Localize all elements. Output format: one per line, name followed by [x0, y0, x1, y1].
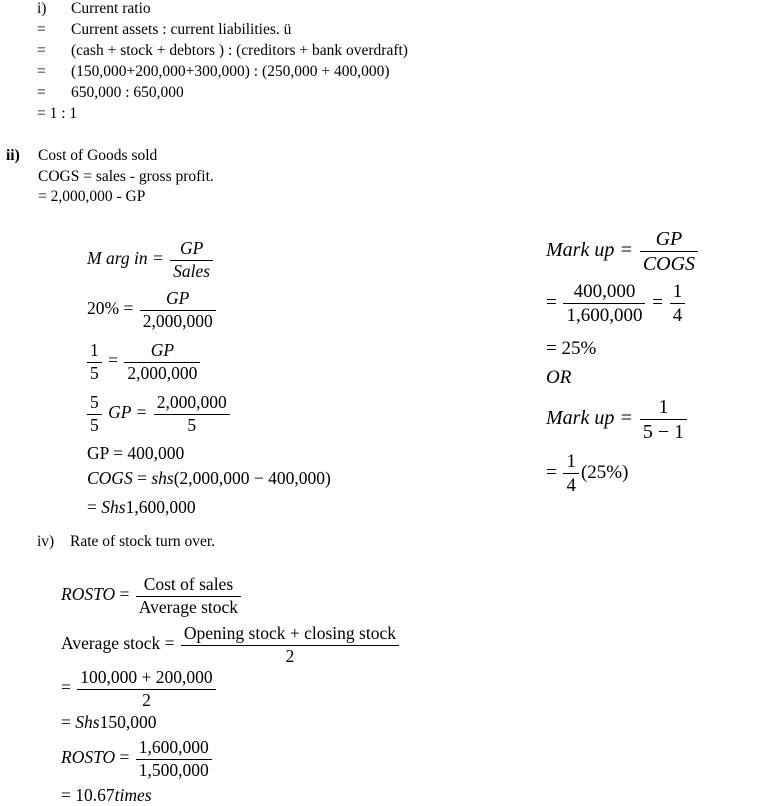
rosto-frac-2: $\frac{\text{Opening stock + closing stock}}{2}$ [181, 625, 399, 665]
markup-eq-3: = 25% [546, 338, 597, 359]
markup-frac-5: $\frac{1}{5 - 1}$ [640, 397, 687, 442]
part1-line-2: (cash + stock + debtors ) : (creditors + bank overdraft) [71, 42, 408, 59]
margin-eq-1: M arg in = $\frac{GP}{\text{Sales}}$ [87, 240, 215, 280]
rosto-eq-1: ROSTO = $\frac{\text{Cost of sales}}{\text{Average stock}}$ [61, 576, 243, 616]
part1-line-1-sym: = [37, 21, 46, 38]
markup-frac-2a: $\frac{400,000}{1,600,000}$ [563, 282, 645, 325]
margin-eq-5: GP = 400,000 [87, 443, 185, 463]
rosto-eq-5: ROSTO = $\frac{1,600,000}{1,500,000}$ [61, 739, 214, 779]
margin-frac-4a: $\frac{5}{5}$ [87, 394, 102, 434]
part1-result: = 1 : 1 [37, 105, 78, 122]
margin-frac-2: $\frac{GP}{2,000,000}$ [140, 290, 216, 330]
margin-eq-4: $\frac{5}{5}$ GP = $\frac{2,000,000}{5}$ [85, 394, 232, 434]
part4-title: Rate of stock turn over. [70, 533, 216, 550]
rosto-frac-5: $\frac{1,600,000}{1,500,000}$ [136, 739, 212, 779]
margin-eq-6: COGS = shs(2,000,000 − 400,000) [87, 468, 331, 488]
markup-frac-1: $\frac{GP}{\text{COGS}}$ [640, 229, 698, 274]
part1-line-2-sym: = [37, 42, 46, 59]
part1-title: Current ratio [71, 0, 151, 17]
part1-line-1: Current assets : current liabilities. ü [71, 21, 292, 38]
part2-marker: ii) [6, 147, 20, 164]
markup-frac-6: $\frac{1}{4}$ [563, 452, 579, 495]
markup-or: OR [546, 367, 572, 388]
part2-line-1: COGS = sales - gross profit. [38, 168, 214, 185]
rosto-frac-3: $\frac{100,000 + 200,000}{2}$ [77, 669, 215, 709]
margin-frac-1: $\frac{GP}{\text{Sales}}$ [170, 240, 213, 280]
rosto-eq-6: = 10.67times [61, 785, 152, 805]
part1-line-3-sym: = [37, 63, 46, 80]
margin-frac-3a: $\frac{1}{5}$ [87, 342, 102, 382]
part2-title: Cost of Goods sold [38, 147, 158, 164]
rosto-eq-4: = Shs150,000 [61, 712, 157, 732]
part1-heading [37, 1, 46, 17]
part1-marker: i) [37, 0, 47, 17]
margin-frac-4b: $\frac{2,000,000}{5}$ [154, 394, 230, 434]
part4-marker: iv) [37, 533, 55, 550]
markup-eq-5: Mark up = $\frac{1}{5 - 1}$ [546, 397, 689, 442]
rosto-eq-2: Average stock = $\frac{\text{Opening stock + closing stock}}{2}$ [61, 625, 401, 665]
markup-eq-1: Mark up = $\frac{GP}{\text{COGS}}$ [546, 229, 700, 274]
margin-eq-2: 20% = $\frac{GP}{2,000,000}$ [87, 290, 218, 330]
markup-frac-2b: $\frac{1}{4}$ [670, 282, 686, 325]
margin-eq-3: $\frac{1}{5}$ = $\frac{GP}{2,000,000}$ [85, 342, 202, 382]
margin-frac-3b: $\frac{GP}{2,000,000}$ [124, 342, 200, 382]
part1-line-4: 650,000 : 650,000 [71, 84, 184, 101]
rosto-frac-1: $\frac{\text{Cost of sales}}{\text{Average stock}}$ [136, 576, 241, 616]
part2-line-2: = 2,000,000 - GP [38, 188, 146, 205]
rosto-eq-3: = $\frac{100,000 + 200,000}{2}$ [61, 669, 218, 709]
part1-line-4-sym: = [37, 84, 46, 101]
markup-eq-2: = $\frac{400,000}{1,600,000}$ = $\frac{1}{4}$ [546, 282, 687, 325]
part1-line-3: (150,000+200,000+300,000) : (250,000 + 400,000) [71, 63, 390, 80]
markup-eq-6: = $\frac{1}{4}$ (25%) [546, 451, 629, 496]
margin-eq-7: = Shs1,600,000 [87, 497, 196, 517]
